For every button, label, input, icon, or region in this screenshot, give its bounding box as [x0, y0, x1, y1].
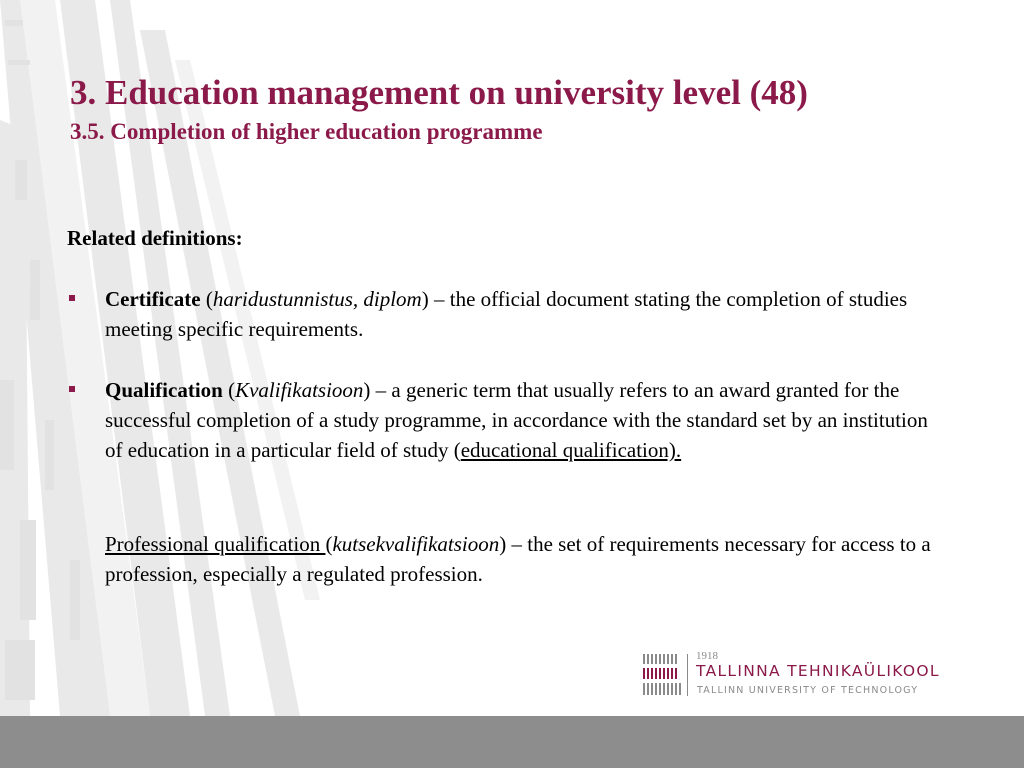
footer-bar — [0, 716, 1024, 768]
professional-definition: the set of requirements necessary for access to a profession, especially a regulated profession. — [105, 532, 931, 586]
professional-qualification-link[interactable]: Professional qualification — [105, 532, 326, 556]
educational-qualification-link[interactable]: educational qualification). — [460, 438, 682, 462]
professional-native-term: kutsekvalifikatsioon — [332, 532, 500, 556]
definition-certificate — [105, 284, 945, 344]
logo-university-name: TALLINNA TEHNIKAÜLIKOOL — [696, 662, 940, 680]
logo-year: 1918 — [696, 650, 718, 662]
certificate-definition: the official document stating the completion of studies meeting specific requirements. — [105, 287, 908, 341]
close-paren-dash: ) – — [421, 287, 450, 311]
slide-title: 3. Education management on university level (48) — [70, 73, 808, 112]
square-bullet-icon — [69, 386, 75, 392]
close-paren-dash: ) – — [499, 532, 528, 556]
university-logo — [643, 650, 983, 700]
certificate-term: Certificate — [105, 287, 201, 311]
certificate-native-term: haridustunnistus, diplom — [212, 287, 422, 311]
barcode-logo-icon — [643, 654, 689, 696]
close-paren-dash: ) – — [363, 378, 392, 402]
open-paren: ( — [325, 532, 333, 556]
definition-professional-qualification — [105, 529, 945, 589]
open-paren: ( — [222, 378, 236, 402]
slide-subtitle: 3.5. Completion of higher education programme — [70, 119, 543, 144]
definition-qualification — [105, 375, 945, 465]
qualification-definition: a generic term that usually refers to an award granted for the successful completion of a study programme, in accordance with the standard set by an institution of education in a particular field of study ( — [105, 378, 928, 462]
qualification-native-term: Kvalifikatsioon — [235, 378, 364, 402]
definitions-heading: Related definitions: — [67, 226, 243, 250]
square-bullet-icon — [69, 295, 75, 301]
qualification-term: Qualification — [105, 378, 223, 402]
open-paren: ( — [200, 287, 213, 311]
logo-university-name-english: TALLINN UNIVERSITY OF TECHNOLOGY — [697, 685, 919, 696]
